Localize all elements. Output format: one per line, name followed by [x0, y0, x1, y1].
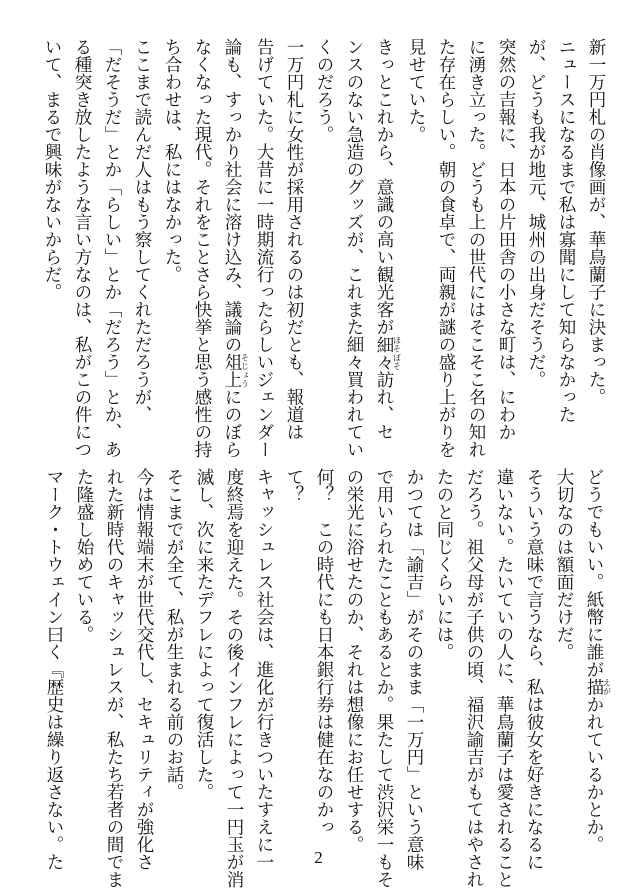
text-line: ここまで読んだ人はもう察してくれただろうが、 — [132, 38, 152, 423]
text-line: れた新時代のキャッシュレスが、私たち若者の間でま — [104, 468, 124, 888]
text-line: 「だそうだ」とか「らしい」とか「だろう」とか、あ — [102, 38, 122, 458]
upper-text-block — [31, 38, 611, 458]
text-line: だろう。祖父母が子供の頃、福沢諭吉がもてはやされ — [464, 468, 484, 888]
text-line: どうでもいい。紙幣に誰が描えがかれているかとか。 — [584, 468, 612, 853]
lower-text-block — [31, 468, 612, 888]
text-line: ンスのない急造のグッズが、これまた細々買われてい — [344, 38, 364, 458]
text-line: た隆盛し始めている。 — [74, 468, 94, 643]
text-line: る種突き放したような言い方なのは、私がこの件につ — [72, 38, 92, 458]
furigana: 細々ほそぼそ — [374, 335, 402, 371]
text-line: が、どうも我が地元、城州の出身だそうだ。 — [526, 38, 546, 388]
text-line: 今は情報端末が世代交代し、セキュリティが強化さ — [134, 468, 154, 871]
text-line: で用いられたこともあるとか。果たして渋沢栄一もそ — [374, 468, 394, 888]
text-line: 度終焉を迎えた。その後インフレによって一円玉が消 — [224, 468, 244, 888]
text-line: 滅し、次に来たデフレによって復活した。 — [194, 468, 214, 801]
text-line: 告げていた。大昔に一時期流行ったらしいジェンダー — [254, 38, 274, 458]
text-line: キャッシュレス社会は、進化が行きついたすえに一 — [254, 468, 274, 871]
text-line: そこまでが全て、私が生まれる前のお話。 — [164, 468, 184, 801]
text-line: 論も、すっかり社会に溶け込み、議論の俎上そじょうにのぼら — [222, 38, 250, 458]
text-line: の栄光に浴せたのか、それは想像にお任せする。 — [344, 468, 364, 853]
text-line: 何？ この時代にも日本銀行券は健在なのかっ — [314, 468, 334, 836]
text-line: くのだろう。 — [314, 38, 334, 143]
page-number: 2 — [314, 848, 323, 867]
text-line: きっとこれから、意識の高い観光客が細々ほそぼそ訪れ、セ — [374, 38, 402, 441]
text-line: ニュースになるまで私は寡聞にして知らなかった — [556, 38, 576, 423]
text-line: たのと同じくらいには。 — [434, 468, 454, 661]
text-line: 突然の吉報に、日本の片田舎の小さな町は、にわか — [496, 38, 516, 441]
text-line: 見せていた。 — [406, 38, 426, 143]
text-line: なくなった現代。それをことさら快挙と思う感性の持 — [192, 38, 212, 458]
text-line: て？ — [284, 468, 304, 503]
text-line: 違いない。たいていの人に、華鳥蘭子は愛されること — [494, 468, 514, 888]
text-line: 大切なのは額面だけだ。 — [554, 468, 574, 661]
text-line: そういう意味で言うなら、私は彼女を好きになるに — [524, 468, 544, 871]
text-line: ち合わせは、私にはなかった。 — [162, 38, 182, 283]
furigana: 俎上そじょう — [222, 353, 250, 388]
text-line: いて、まるで興味がないからだ。 — [42, 38, 62, 301]
text-line: 一万円札に女性が採用されるのは初だとも、報道は — [284, 38, 304, 441]
text-line: マーク・トウェイン曰く『歴史は繰り返さない。た — [44, 468, 64, 871]
text-line: かつては「諭吉」がそのまま「一万円」という意味 — [404, 468, 424, 871]
text-line: 新一万円札の肖像画が、華鳥蘭子に決まった。 — [586, 38, 606, 406]
text-line: た存在らしい。朝の食卓で、両親が謎の盛り上がりを — [436, 38, 456, 458]
furigana: 描えが — [584, 678, 612, 696]
text-line: に湧き立った。どうも上の世代にはそこそこ名の知れ — [466, 38, 486, 458]
